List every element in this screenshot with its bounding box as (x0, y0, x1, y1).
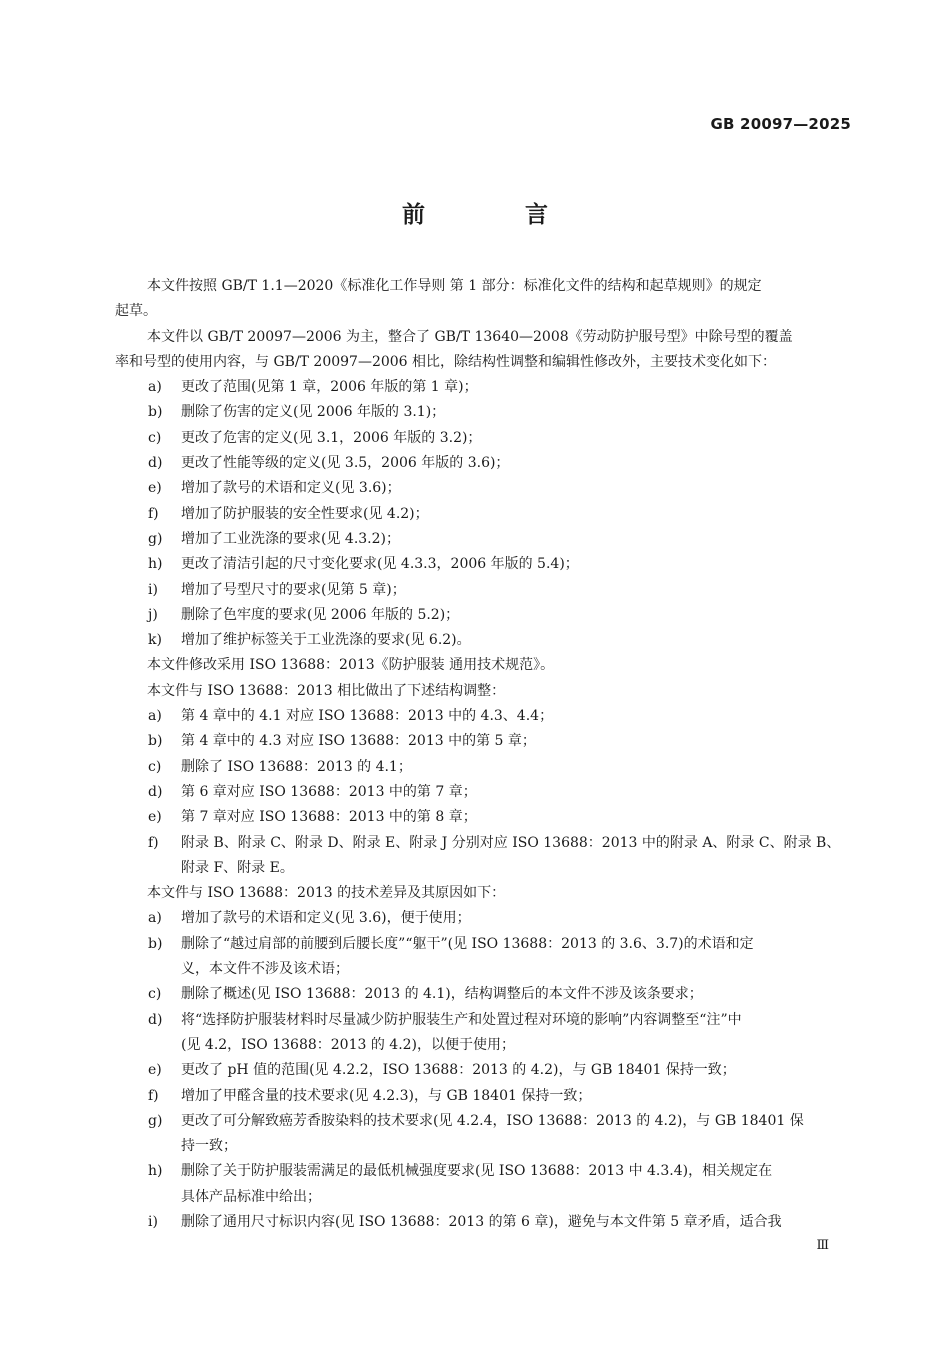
technical-difference-list (115, 906, 850, 1235)
list-item-line: 增加了号型尺寸的要求(见第 5 章)； (181, 581, 406, 598)
list-item-line: 更改了可分解致癌芳香胺染料的技术要求(见 4.2.4，ISO 13688：2013 的 4.2)，与 GB 18401 保 (181, 1112, 804, 1129)
list-item-text (181, 476, 850, 501)
list-item-line: 删除了伤害的定义(见 2006 年版的 3.1)； (181, 404, 446, 421)
list-item (115, 603, 850, 628)
list-item-text (181, 527, 850, 552)
list-item-label: h) (148, 556, 163, 573)
list-item-line: 更改了危害的定义(见 3.1，2006 年版的 3.2)； (181, 429, 482, 446)
paragraph-line: 率和号型的使用内容，与 GB/T 20097—2006 相比，除结构性调整和编辑性修改外，主要技术变化如下： (115, 353, 777, 370)
list-item-label: k) (148, 632, 162, 649)
list-item-line: 第 4 章中的 4.3 对应 ISO 13688：2013 中的第 5 章； (181, 733, 536, 750)
list-item-line: 删除了色牢度的要求(见 2006 年版的 5.2)； (181, 606, 460, 623)
document-body (115, 274, 850, 1235)
list-item (115, 426, 850, 451)
list-item-label: b) (148, 733, 163, 750)
list-item-label: d) (148, 1011, 163, 1028)
list-item-line: 增加了款号的术语和定义(见 3.6)； (181, 480, 401, 497)
list-item-line: 增加了工业洗涤的要求(见 4.3.2)； (181, 530, 400, 547)
paragraph-5 (115, 881, 850, 906)
list-item-label: f) (148, 505, 159, 522)
list-item (115, 906, 850, 931)
paragraph-1 (115, 274, 850, 325)
page-number: Ⅲ (816, 1238, 829, 1253)
list-item-label: i) (148, 1213, 158, 1230)
list-item-label: c) (148, 758, 162, 775)
list-item-label: d) (148, 783, 163, 800)
page-title: 前 言 (401, 202, 594, 228)
list-item (115, 502, 850, 527)
list-item-label: e) (148, 809, 162, 826)
list-item-line: 更改了 pH 值的范围(见 4.2.2，ISO 13688：2013 的 4.2)，与 GB 18401 保持一致； (181, 1062, 736, 1079)
list-item-label: a) (148, 910, 162, 927)
list-item-line: 第 4 章中的 4.1 对应 ISO 13688：2013 中的 4.3、4.4； (181, 708, 554, 725)
list-item-label: h) (148, 1163, 163, 1180)
list-item-line: 附录 F、附录 E。 (181, 859, 294, 876)
list-item (115, 400, 850, 425)
list-item-label: d) (148, 455, 163, 472)
list-item-line: 增加了甲醛含量的技术要求(见 4.2.3)，与 GB 18401 保持一致； (181, 1087, 592, 1104)
list-item-label: g) (148, 530, 163, 547)
list-item (115, 578, 850, 603)
list-item (115, 1084, 850, 1109)
list-item-line: 删除了通用尺寸标识内容(见 ISO 13688：2013 的第 6 章)，避免与本文件第 5 章矛盾，适合我 (181, 1213, 782, 1230)
paragraph-3 (115, 653, 850, 678)
list-item-line: 删除了“越过肩部的前腰到后腰长度”“躯干”(见 ISO 13688：2013 的 3.6、3.7)的术语和定 (181, 935, 754, 952)
list-item-text (181, 552, 850, 577)
list-item-text (181, 755, 850, 780)
list-item (115, 780, 850, 805)
list-item (115, 729, 850, 754)
list-item (115, 1210, 850, 1235)
list-item-label: j) (148, 606, 158, 623)
list-item-line: 持一致； (181, 1138, 237, 1155)
list-item-line: 增加了维护标签关于工业洗涤的要求(见 6.2)。 (181, 632, 471, 649)
list-item-line: 更改了清洁引起的尺寸变化要求(见 4.3.3，2006 年版的 5.4)； (181, 556, 579, 573)
list-item-line: 第 6 章对应 ISO 13688：2013 中的第 7 章； (181, 783, 477, 800)
list-item-text (181, 1084, 850, 1109)
list-item-label: a) (148, 379, 162, 396)
list-item-line: 更改了性能等级的定义(见 3.5，2006 年版的 3.6)； (181, 455, 510, 472)
list-item-text (181, 502, 850, 527)
list-item-line: 更改了范围(见第 1 章，2006 年版的第 1 章)； (181, 379, 478, 396)
list-item-text (181, 578, 850, 603)
list-item (115, 476, 850, 501)
paragraph-line: 本文件修改采用 ISO 13688：2013《防护服装 通用技术规范》。 (147, 657, 555, 674)
list-item (115, 1058, 850, 1083)
list-item-label: b) (148, 935, 163, 952)
list-item-text (181, 426, 850, 451)
list-item (115, 831, 850, 882)
list-item-label: e) (148, 480, 162, 497)
list-item-line: 增加了防护服装的安全性要求(见 4.2)； (181, 505, 429, 522)
paragraph-4 (115, 679, 850, 704)
list-item (115, 552, 850, 577)
list-item-text (181, 805, 850, 830)
list-item-label: f) (148, 834, 159, 851)
list-item-text (181, 932, 850, 983)
list-item-label: g) (148, 1112, 163, 1129)
list-item (115, 805, 850, 830)
list-item-text (181, 375, 850, 400)
paragraph-line: 起草。 (115, 303, 157, 320)
list-item-text (181, 400, 850, 425)
list-item-text (181, 704, 850, 729)
list-item-line: 删除了概述(见 ISO 13688：2013 的 4.1)，结构调整后的本文件不涉及该条要求； (181, 986, 703, 1003)
list-item-label: i) (148, 581, 158, 598)
list-item-line: (见 4.2，ISO 13688：2013 的 4.2)，以便于使用； (181, 1036, 516, 1053)
list-item-text (181, 628, 850, 653)
list-item-label: a) (148, 708, 162, 725)
list-item-text (181, 1058, 850, 1083)
list-item-line: 将“选择防护服装材料时尽量减少防护服装生产和处置过程对环境的影响”内容调整至“注”中 (181, 1011, 742, 1028)
list-item-line: 义，本文件不涉及该术语； (181, 961, 349, 978)
list-item (115, 1008, 850, 1059)
list-item-text (181, 1210, 850, 1235)
list-item-line: 具体产品标准中给出； (181, 1188, 321, 1205)
paragraph-2 (115, 325, 850, 376)
list-item-line: 删除了 ISO 13688：2013 的 4.1； (181, 758, 412, 775)
list-item-text (181, 1159, 850, 1210)
list-item-label: e) (148, 1062, 162, 1079)
list-item-text (181, 451, 850, 476)
list-item-line: 删除了关于防护服装需满足的最低机械强度要求(见 ISO 13688：2013 中 4.3.4)，相关规定在 (181, 1163, 773, 1180)
list-item (115, 451, 850, 476)
list-item-line: 第 7 章对应 ISO 13688：2013 中的第 8 章； (181, 809, 477, 826)
list-item (115, 704, 850, 729)
paragraph-line: 本文件按照 GB/T 1.1—2020《标准化工作导则 第 1 部分：标准化文件的结构和起草规则》的规定 (147, 278, 762, 294)
list-item-label: c) (148, 986, 162, 1003)
list-item-label: b) (148, 404, 163, 421)
paragraph-line: 本文件与 ISO 13688：2013 相比做出了下述结构调整： (147, 682, 506, 699)
list-item-label: f) (148, 1087, 159, 1104)
list-item-text (181, 729, 850, 754)
list-item (115, 982, 850, 1007)
list-item (115, 1109, 850, 1160)
list-item-line: 增加了款号的术语和定义(见 3.6)，便于使用； (181, 910, 471, 927)
list-item-text (181, 603, 850, 628)
list-item (115, 1159, 850, 1210)
document-code: GB 20097—2025 (710, 115, 851, 133)
list-item (115, 527, 850, 552)
list-item-text (181, 1109, 850, 1160)
list-item-line: 附录 B、附录 C、附录 D、附录 E、附录 J 分别对应 ISO 13688：2013 中的附录 A、附录 C、附录 B、 (181, 834, 841, 851)
list-item-text (181, 982, 850, 1007)
list-item (115, 628, 850, 653)
list-item-text (181, 906, 850, 931)
list-item-label: c) (148, 429, 162, 446)
list-item-text (181, 780, 850, 805)
paragraph-line: 本文件与 ISO 13688：2013 的技术差异及其原因如下： (147, 885, 506, 902)
list-item-text (181, 1008, 850, 1059)
list-item (115, 932, 850, 983)
change-list (115, 375, 850, 653)
list-item (115, 375, 850, 400)
paragraph-line: 本文件以 GB/T 20097—2006 为主，整合了 GB/T 13640—2008《劳动防护服号型》中除号型的覆盖 (147, 328, 793, 345)
list-item (115, 755, 850, 780)
list-item-text (181, 831, 850, 882)
structure-list (115, 704, 850, 881)
